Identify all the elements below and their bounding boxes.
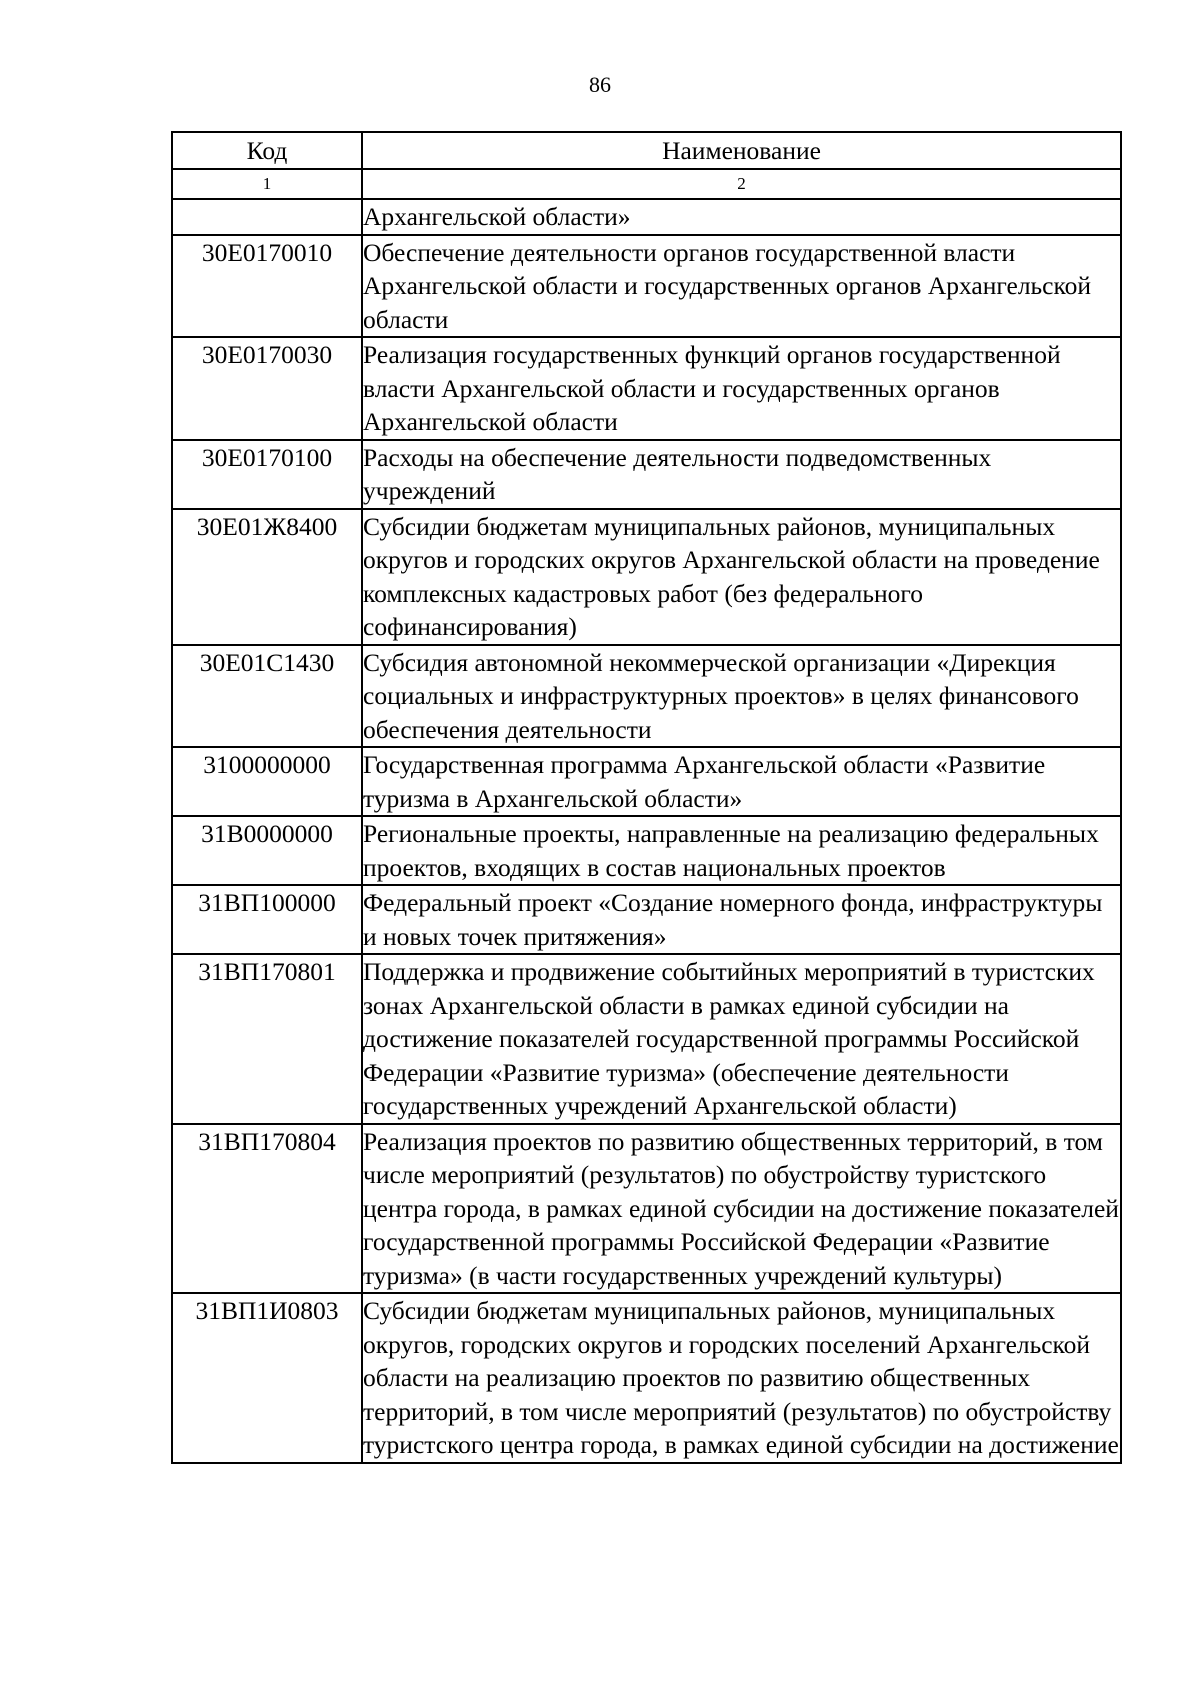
header-code: Код bbox=[172, 132, 362, 169]
row-code: 30Е01Ж8400 bbox=[172, 509, 362, 645]
table-row bbox=[172, 816, 1121, 885]
table-row bbox=[172, 954, 1121, 1124]
row-code bbox=[172, 199, 362, 235]
row-code: 31В0000000 bbox=[172, 816, 362, 885]
table-row bbox=[172, 509, 1121, 645]
row-name: Субсидии бюджетам муниципальных районов, муниципальных округов, городских округов и городских поселений Архангельской области на реализацию проектов по развитию общественных территорий, в том числе мероприятий (результатов) по обустройству туристского центра города, в рамках единой субсидии на достижение bbox=[362, 1293, 1121, 1463]
row-code: 31ВП170804 bbox=[172, 1124, 362, 1294]
row-code: 31ВП170801 bbox=[172, 954, 362, 1124]
column-number-row bbox=[172, 169, 1121, 199]
table-row bbox=[172, 1124, 1121, 1294]
budget-codes-table bbox=[171, 131, 1122, 1464]
table-row bbox=[172, 1293, 1121, 1463]
row-code: 3100000000 bbox=[172, 747, 362, 816]
row-name: Расходы на обеспечение деятельности подведомственных учреждений bbox=[362, 440, 1121, 509]
header-name: Наименование bbox=[362, 132, 1121, 169]
row-name: Поддержка и продвижение событийных мероприятий в туристских зонах Архангельской области в рамках единой субсидии на достижение показателей государственной программы Российской Федерации «Развитие туризма» (обеспечение деятельности государственных учреждений Архангельской области) bbox=[362, 954, 1121, 1124]
row-name: Реализация государственных функций органов государственной власти Архангельской области и государственных органов Архангельской области bbox=[362, 337, 1121, 440]
row-name: Архангельской области» bbox=[362, 199, 1121, 235]
row-code: 30Е0170010 bbox=[172, 235, 362, 338]
row-name: Субсидия автономной некоммерческой организации «Дирекция социальных и инфраструктурных проектов» в целях финансового обеспечения деятельности bbox=[362, 645, 1121, 748]
row-code: 31ВП1И0803 bbox=[172, 1293, 362, 1463]
row-code: 30Е01С1430 bbox=[172, 645, 362, 748]
row-code: 31ВП100000 bbox=[172, 885, 362, 954]
page-number: 86 bbox=[589, 72, 611, 97]
column-number-code: 1 bbox=[172, 169, 362, 199]
row-code: 30Е0170100 bbox=[172, 440, 362, 509]
row-name: Субсидии бюджетам муниципальных районов, муниципальных округов и городских округов Архангельской области на проведение комплексных кадастровых работ (без федерального софинансирования) bbox=[362, 509, 1121, 645]
table-row bbox=[172, 440, 1121, 509]
row-name: Государственная программа Архангельской области «Развитие туризма в Архангельской области» bbox=[362, 747, 1121, 816]
table-row bbox=[172, 645, 1121, 748]
header-row bbox=[172, 132, 1121, 169]
row-name: Федеральный проект «Создание номерного фонда, инфраструктуры и новых точек притяжения» bbox=[362, 885, 1121, 954]
table-row bbox=[172, 235, 1121, 338]
table-row bbox=[172, 199, 1121, 235]
row-name: Реализация проектов по развитию общественных территорий, в том числе мероприятий (результатов) по обустройству туристского центра города, в рамках единой субсидии на достижение показателей государственной программы Российской Федерации «Развитие туризма» (в части государственных учреждений культуры) bbox=[362, 1124, 1121, 1294]
row-name: Обеспечение деятельности органов государственной власти Архангельской области и государственных органов Архангельской области bbox=[362, 235, 1121, 338]
table-row bbox=[172, 337, 1121, 440]
column-number-name: 2 bbox=[362, 169, 1121, 199]
row-code: 30Е0170030 bbox=[172, 337, 362, 440]
row-name: Региональные проекты, направленные на реализацию федеральных проектов, входящих в состав национальных проектов bbox=[362, 816, 1121, 885]
table-row bbox=[172, 747, 1121, 816]
table-row bbox=[172, 885, 1121, 954]
